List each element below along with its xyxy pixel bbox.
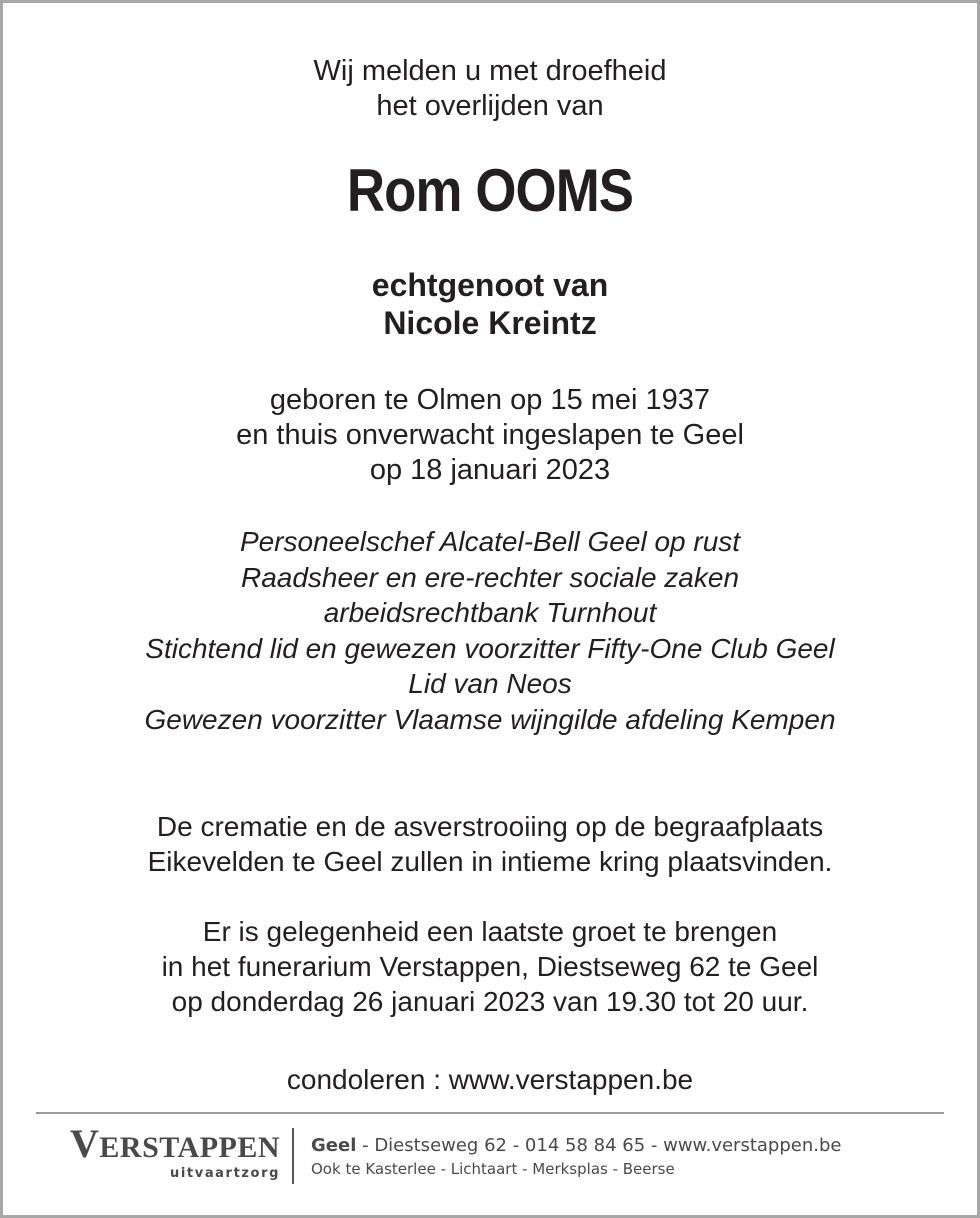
- intro-line: het overlijden van: [376, 90, 604, 122]
- visit-line: op donderdag 26 januari 2023 van 19.30 tot 20 uur.: [171, 986, 809, 1017]
- intro-text: [0, 54, 980, 124]
- logo-wordmark: [70, 1121, 281, 1168]
- title-line: Personeelschef Alcatel-Bell Geel op rust: [239, 526, 741, 557]
- footer-divider: [36, 1112, 944, 1114]
- date-line: op 18 januari 2023: [369, 454, 611, 486]
- deceased-name: Rom OOMS: [346, 157, 634, 224]
- funeral-line: De crematie en de asverstrooiing op de begraafplaats: [156, 811, 824, 842]
- visitation-info: [0, 914, 980, 1019]
- title-line: Stichtend lid en gewezen voorzitter Fifty-One Club Geel: [145, 632, 835, 664]
- intro-line: Wij melden u met droefheid: [313, 55, 667, 87]
- date-line: en thuis onverwacht ingeslapen te Geel: [236, 419, 744, 451]
- titles-list: [0, 524, 980, 737]
- spouse-name: Nicole Kreintz: [383, 305, 597, 341]
- title-line: Lid van Neos: [408, 668, 572, 699]
- contact-town: Geel: [311, 1135, 357, 1156]
- logo-tagline: uitvaartzorg: [170, 1166, 280, 1181]
- verstappen-logo: [70, 1121, 281, 1181]
- date-line: geboren te Olmen op 15 mei 1937: [269, 384, 711, 416]
- footer-contact: [311, 1134, 841, 1180]
- title-line: arbeidsrechtbank Turnhout: [323, 597, 657, 628]
- title-line: Raadsheer en ere-rechter sociale zaken: [240, 561, 740, 593]
- condolences-link[interactable]: condoleren : www.verstappen.be: [286, 1064, 694, 1095]
- footer-separator: [292, 1128, 294, 1184]
- visit-line: Er is gelegenheid een laatste groet te brengen: [202, 916, 778, 947]
- contact-line: [311, 1134, 841, 1158]
- title-line: Gewezen voorzitter Vlaamse wijngilde afdeling Kempen: [144, 703, 836, 735]
- contact-details: - Diestseweg 62 - 014 58 84 65 - www.verstappen.be: [356, 1135, 842, 1156]
- funeral-info: [0, 809, 980, 879]
- life-dates: [0, 383, 980, 488]
- funeral-line: Eikevelden te Geel zullen in intieme kring plaatsvinden.: [147, 846, 833, 877]
- spouse-info: [0, 266, 980, 342]
- other-locations: Ook te Kasterlee - Lichtaart - Merksplas - Beerse: [311, 1160, 675, 1178]
- spouse-line: echtgenoot van: [371, 267, 609, 303]
- logo-rest: ERSTAPPEN: [99, 1131, 281, 1164]
- visit-line: in het funerarium Verstappen, Diestseweg 62 te Geel: [161, 951, 819, 982]
- logo-initial: V: [70, 1121, 100, 1166]
